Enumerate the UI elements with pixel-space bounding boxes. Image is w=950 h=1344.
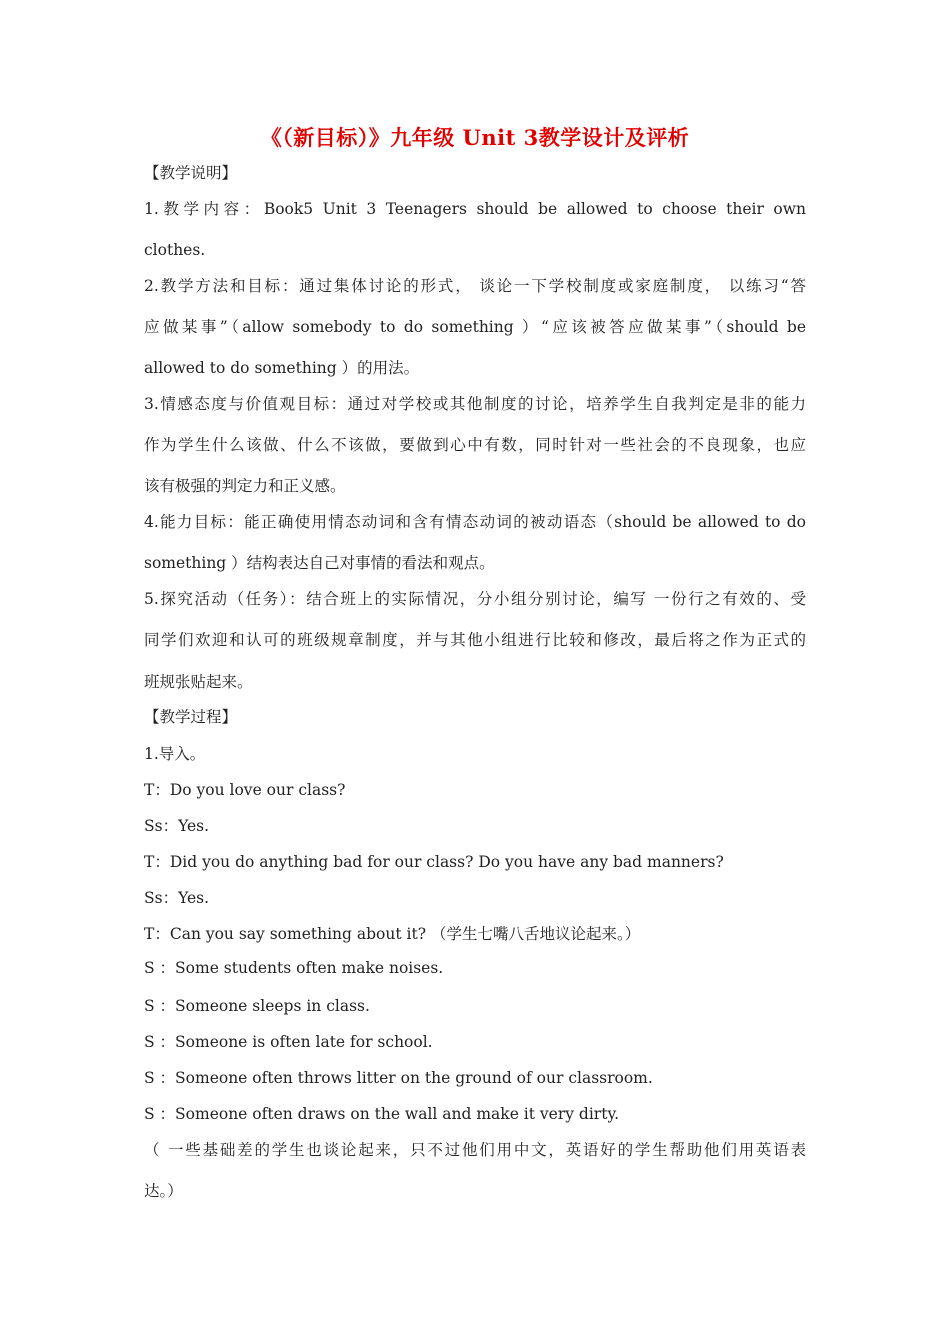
paragraph-line: allowed to do something ）的用法。	[144, 359, 420, 377]
dialogue-line: S ：Someone often throws litter on the ground of our classroom.	[144, 1069, 653, 1087]
paragraph-line: 同学们欢迎和认可的班级规章制度，并与其他小组进行比较和修改，最后将之作为正式的	[144, 631, 806, 649]
dialogue-line: T：Did you do anything bad for our class? Do you have any bad manners?	[144, 853, 724, 871]
paragraph-line: 班规张贴起来。	[144, 673, 253, 691]
dialogue-line: S ：Someone sleeps in class.	[144, 997, 370, 1015]
paragraph-line: 该有极强的判定力和正义感。	[144, 477, 346, 495]
dialogue-line: T：Do you love our class?	[144, 781, 346, 799]
dialogue-line: S ：Someone is often late for school.	[144, 1033, 433, 1051]
dialogue-line: S ：Someone often draws on the wall and make it very dirty.	[144, 1105, 620, 1123]
section-heading-description: 【教学说明】	[144, 164, 238, 182]
paragraph-line: 4.能力目标：能正确使用情态动词和含有情态动词的被动语态（should be allowed to do	[144, 513, 806, 531]
paragraph-line: 5.探究活动（任务）：结合班上的实际情况，分小组分别讨论，编写 一份行之有效的、受	[144, 590, 806, 608]
dialogue-line: S ：Some students often make noises.	[144, 959, 444, 977]
paragraph-line: 达。）	[144, 1182, 183, 1200]
paragraph-line: 2.教学方法和目标：通过集体讨论的形式， 谈论一下学校制度或家庭制度， 以练习“答	[144, 277, 806, 295]
paragraph-line: （ 一些基础差的学生也谈论起来，只不过他们用中文，英语好的学生帮助他们用英语表	[144, 1141, 806, 1159]
paragraph-line: 应做某事”（allow somebody to do something ）“应该被答应做某事”（should be	[144, 318, 806, 336]
paragraph-line: 作为学生什么该做、什么不该做，要做到心中有数，同时针对一些社会的不良现象，也应	[144, 436, 806, 454]
dialogue-line: Ss：Yes.	[144, 889, 210, 907]
paragraph-line: 3.情感态度与价值观目标：通过对学校或其他制度的讨论，培养学生自我判定是非的能力	[144, 395, 806, 413]
dialogue-line: T：Can you say something about it? （学生七嘴八舌地议论起来。）	[144, 925, 641, 943]
paragraph-line: clothes.	[144, 241, 206, 259]
paragraph-line: 1.教学内容：Book5 Unit 3 Teenagers should be allowed to choose their own	[144, 200, 806, 218]
step-heading: 1.导入。	[144, 745, 206, 763]
document-title: 《（新目标）》九年级 Unit 3教学设计及评析	[260, 125, 690, 150]
paragraph-line: something ）结构表达自己对事情的看法和观点。	[144, 554, 495, 572]
dialogue-line: Ss：Yes.	[144, 817, 210, 835]
section-heading-process: 【教学过程】	[144, 708, 238, 726]
